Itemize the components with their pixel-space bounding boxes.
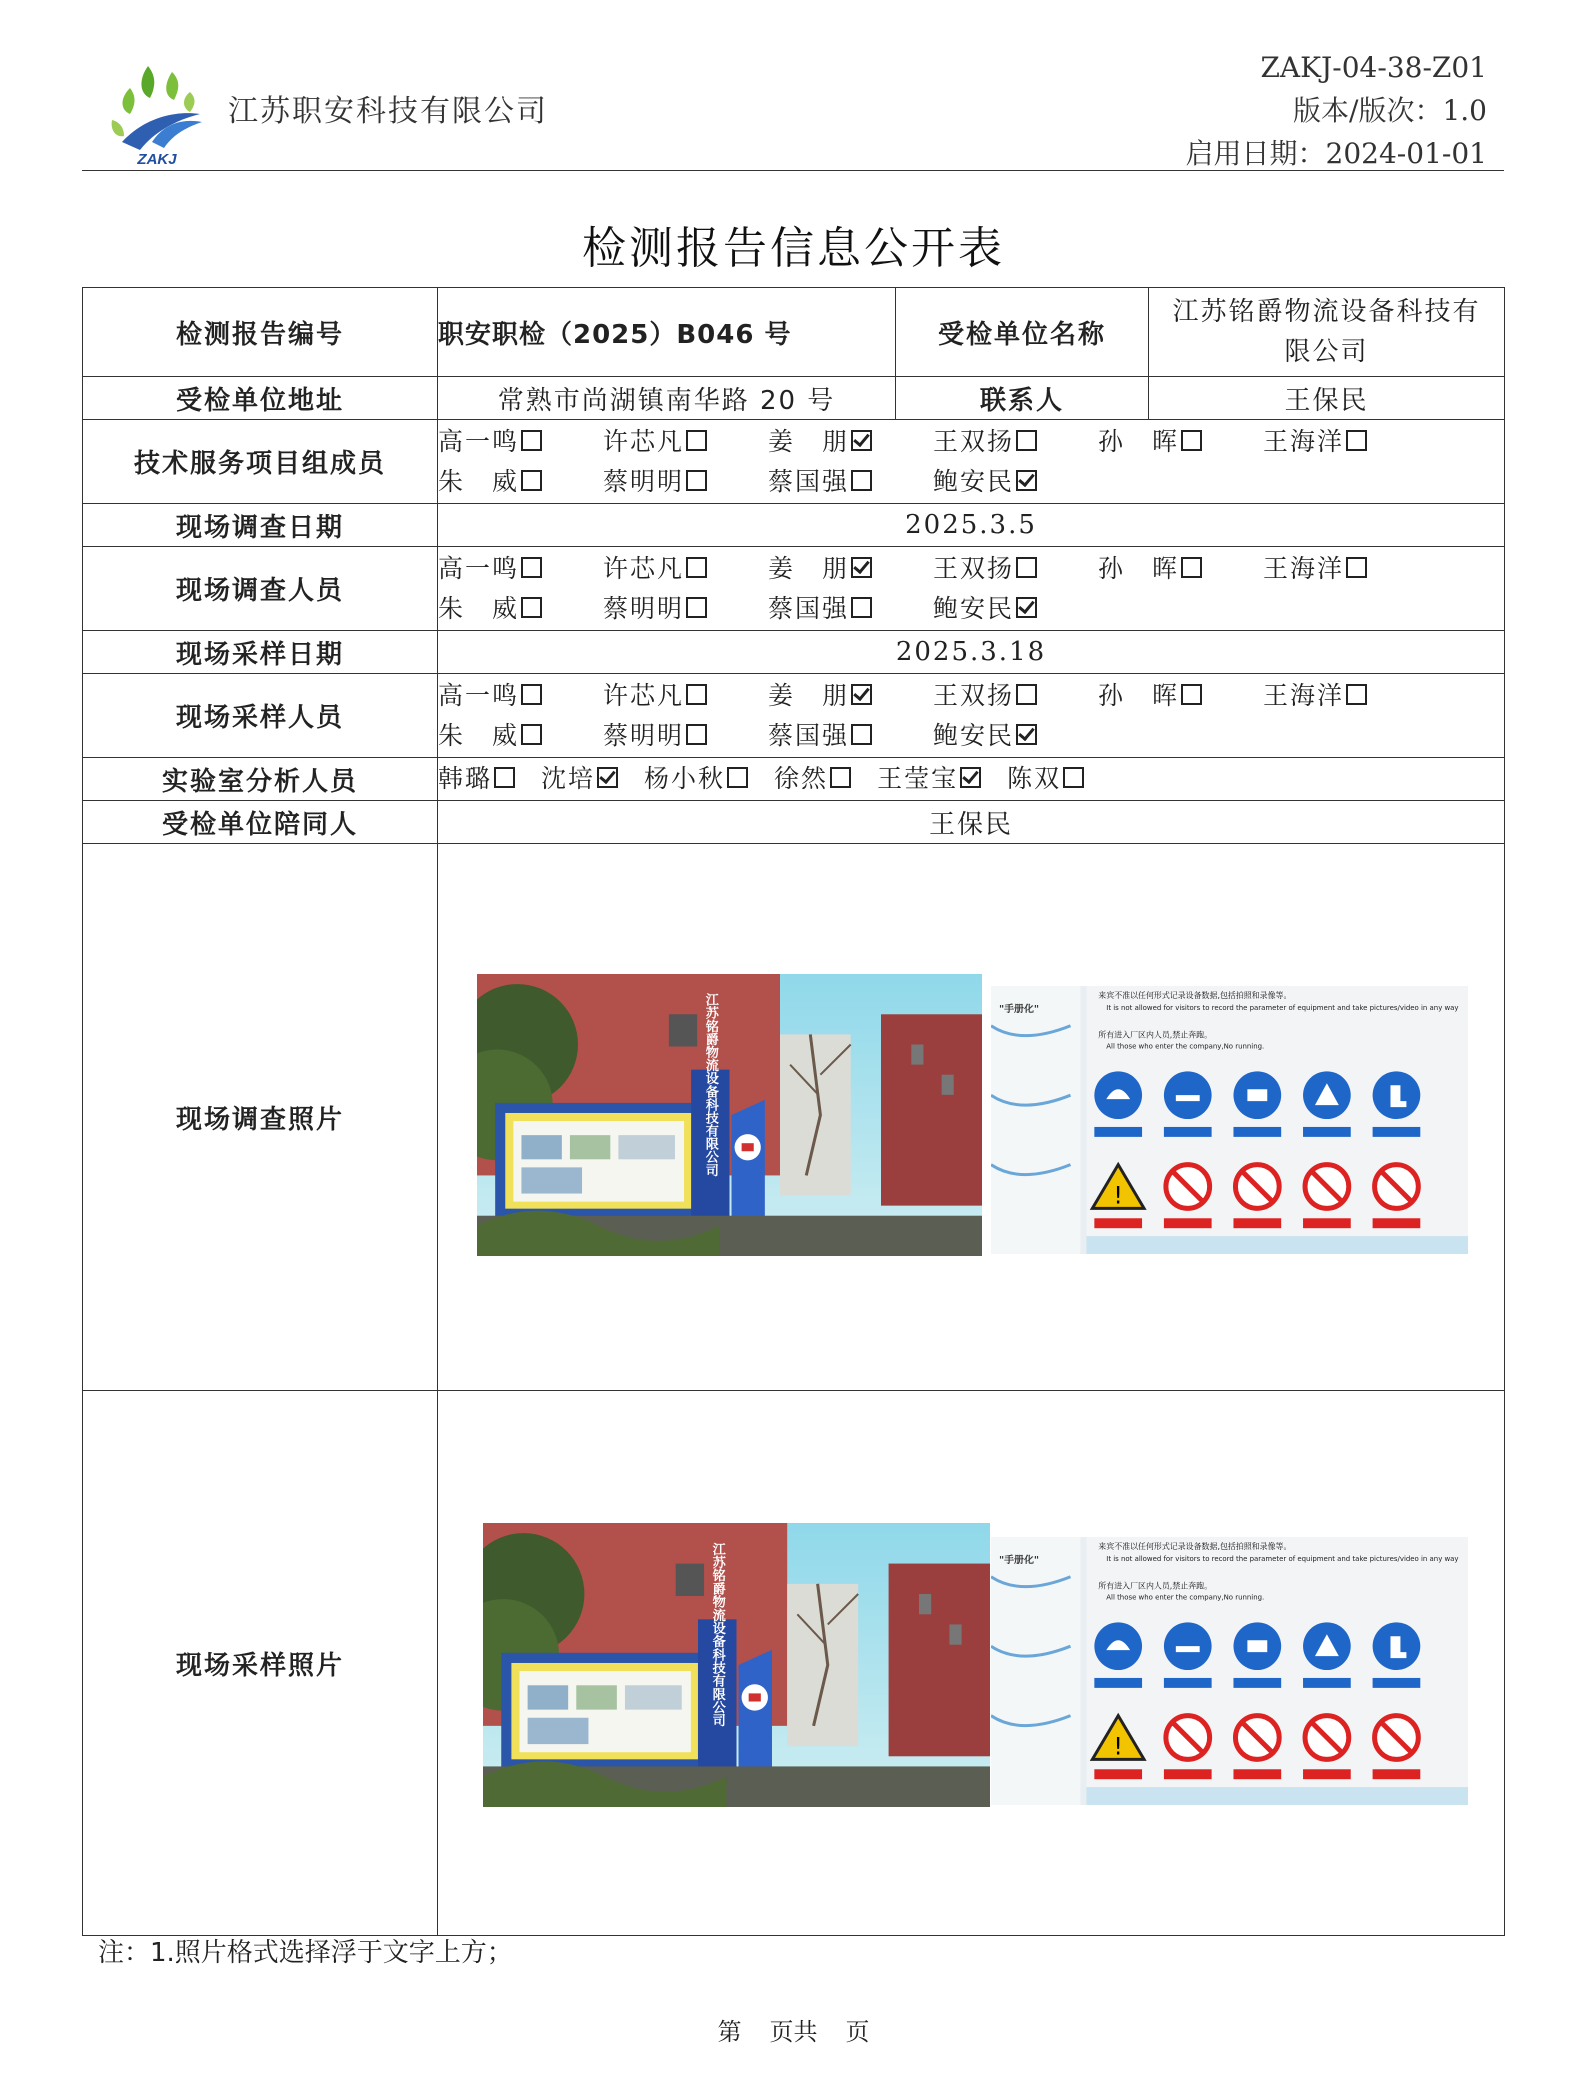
person-name: 鲍安民 [933, 720, 1015, 750]
person-entry [933, 462, 1098, 502]
table-row [83, 674, 1505, 758]
table-row [83, 288, 1505, 377]
header-divider [82, 170, 1504, 171]
sample-photo-label: 现场采样照片 [83, 1391, 438, 1936]
doc-code: ZAKJ-04-38-Z01 [1260, 51, 1487, 84]
person-entry [438, 676, 603, 716]
svg-text:It is not allowed for visitors: It is not allowed for visitors to record the parameter of equipment and take pictures/video in any way [1106, 1003, 1459, 1012]
person-name: 韩璐 [438, 764, 493, 793]
table-row [83, 1391, 1505, 1936]
checked-box-icon [597, 767, 618, 788]
unchecked-box-icon [686, 684, 707, 705]
lab-people [438, 759, 1504, 799]
page-total-end: 页 [845, 2018, 870, 2046]
checked-box-icon [960, 767, 981, 788]
person-name: 许芯凡 [603, 680, 685, 710]
person-name: 蔡国强 [768, 466, 850, 496]
person-entry [1263, 676, 1428, 716]
unchecked-box-icon [686, 470, 707, 491]
effective-date: 启用日期：2024-01-01 [1185, 137, 1487, 170]
table-row [83, 801, 1505, 844]
survey-date-label: 现场调查日期 [83, 504, 438, 547]
page-label: 第 [717, 2018, 742, 2046]
person-name: 姜 朋 [768, 553, 850, 583]
logo-text: ZAKJ [137, 151, 177, 168]
person-name: 王海洋 [1263, 680, 1345, 710]
document-info [1186, 46, 1487, 175]
survey-photo-cell [438, 844, 1505, 1391]
person-name: 高一鸣 [438, 553, 520, 583]
people-row [438, 716, 1504, 756]
person-entry [933, 716, 1098, 756]
person-name: 孙 晖 [1098, 553, 1180, 583]
person-entry [438, 759, 515, 799]
person-name: 高一鸣 [438, 426, 520, 456]
person-entry [541, 759, 618, 799]
checked-box-icon [1016, 470, 1037, 491]
footnote: 注：1.照片格式选择浮于文字上方； [98, 1938, 513, 1968]
survey-photo-safety-sign [991, 986, 1468, 1254]
person-entry [877, 759, 981, 799]
unchecked-box-icon [686, 430, 707, 451]
svg-text:江苏铭爵物流设备科技有限公司: 江苏铭爵物流设备科技有限公司 [702, 993, 718, 1177]
report-no-value: 职安职检（2025）B046 号 [438, 288, 896, 377]
person-entry [933, 549, 1098, 589]
person-entry [933, 422, 1098, 462]
unchecked-box-icon [1181, 430, 1202, 451]
unchecked-box-icon [521, 470, 542, 491]
person-entry [603, 676, 768, 716]
checked-box-icon [851, 684, 872, 705]
table-row [83, 844, 1505, 1391]
unchecked-box-icon [521, 684, 542, 705]
person-name: 沈培 [541, 764, 596, 793]
person-name: 朱 威 [438, 466, 520, 496]
contact-value: 王保民 [1149, 377, 1505, 420]
person-name: 陈双 [1007, 764, 1062, 793]
person-name: 许芯凡 [603, 426, 685, 456]
person-entry [1263, 422, 1428, 462]
checked-box-icon [1016, 597, 1037, 618]
unchecked-box-icon [494, 767, 515, 788]
sample-photo-cell [438, 1391, 1505, 1936]
svg-text:All those who enter the compan: All those who enter the company,No running. [1106, 1593, 1265, 1602]
table-row [83, 504, 1505, 547]
page-footer [0, 2012, 1587, 2047]
person-entry [774, 759, 851, 799]
person-entry [768, 549, 933, 589]
person-name: 徐然 [774, 764, 829, 793]
table-row [83, 547, 1505, 631]
person-entry [603, 589, 768, 629]
team-label: 技术服务项目组成员 [83, 420, 438, 504]
checked-box-icon [851, 430, 872, 451]
person-name: 姜 朋 [768, 680, 850, 710]
doc-version: 版本/版次：1.0 [1293, 94, 1487, 127]
svg-text:江苏铭爵物流设备科技有限公司: 江苏铭爵物流设备科技有限公司 [709, 1542, 725, 1727]
leaf-logo-icon [112, 66, 202, 150]
unchecked-box-icon [521, 597, 542, 618]
unchecked-box-icon [1181, 557, 1202, 578]
building-photo-image [477, 974, 982, 1256]
svg-text:"手册化": "手册化" [998, 1003, 1040, 1015]
unchecked-box-icon [686, 597, 707, 618]
person-entry [1098, 549, 1263, 589]
unchecked-box-icon [521, 557, 542, 578]
unit-name-value: 江苏铭爵物流设备科技有限公司 [1149, 288, 1505, 377]
sample-date-label: 现场采样日期 [83, 631, 438, 674]
unchecked-box-icon [521, 724, 542, 745]
sample-staff-list [438, 674, 1505, 758]
address-label: 受检单位地址 [83, 377, 438, 420]
person-entry [438, 422, 603, 462]
person-entry [603, 716, 768, 756]
unchecked-box-icon [1063, 767, 1084, 788]
person-name: 王海洋 [1263, 426, 1345, 456]
report-no-label: 检测报告编号 [83, 288, 438, 377]
table-row [83, 377, 1505, 420]
person-entry [603, 422, 768, 462]
person-name: 朱 威 [438, 720, 520, 750]
report-info-table [82, 287, 1505, 1936]
team-people [438, 422, 1504, 502]
people-row [438, 589, 1504, 629]
person-entry [933, 589, 1098, 629]
unchecked-box-icon [686, 557, 707, 578]
person-name: 王双扬 [933, 680, 1015, 710]
escort-value: 王保民 [438, 801, 1505, 844]
unchecked-box-icon [521, 430, 542, 451]
person-name: 鲍安民 [933, 466, 1015, 496]
unchecked-box-icon [851, 724, 872, 745]
page-total-label: 页共 [769, 2018, 818, 2046]
person-entry [603, 549, 768, 589]
building-photo-image [483, 1523, 990, 1807]
person-name: 王双扬 [933, 553, 1015, 583]
unchecked-box-icon [851, 597, 872, 618]
unchecked-box-icon [1346, 684, 1367, 705]
sample-photo-safety-sign [991, 1537, 1468, 1805]
person-name: 孙 晖 [1098, 680, 1180, 710]
unit-name-label: 受检单位名称 [896, 288, 1149, 377]
person-name: 许芯凡 [603, 553, 685, 583]
people-row [438, 422, 1504, 462]
sample-people [438, 676, 1504, 756]
person-name: 高一鸣 [438, 680, 520, 710]
person-entry [644, 759, 748, 799]
svg-text:来宾不准以任何形式记录设备数据,包括拍照和录像等。: 来宾不准以任何形式记录设备数据,包括拍照和录像等。 [1098, 990, 1292, 1000]
person-entry [768, 676, 933, 716]
company-name: 江苏职安科技有限公司 [228, 94, 548, 129]
person-entry [603, 462, 768, 502]
people-row [438, 549, 1504, 589]
svg-text:All those who enter the compan: All those who enter the company,No running. [1106, 1042, 1265, 1051]
checked-box-icon [851, 557, 872, 578]
person-entry [438, 716, 603, 756]
escort-label: 受检单位陪同人 [83, 801, 438, 844]
unchecked-box-icon [830, 767, 851, 788]
person-entry [1007, 759, 1084, 799]
svg-text:It is not allowed for visitors: It is not allowed for visitors to record the parameter of equipment and take pictures/video in any way [1106, 1554, 1459, 1563]
unchecked-box-icon [686, 724, 707, 745]
person-name: 王海洋 [1263, 553, 1345, 583]
unchecked-box-icon [1181, 684, 1202, 705]
table-row [83, 758, 1505, 801]
person-entry [768, 462, 933, 502]
sample-photo-building [483, 1523, 990, 1807]
survey-staff-label: 现场调查人员 [83, 547, 438, 631]
unchecked-box-icon [851, 470, 872, 491]
svg-text:"手册化": "手册化" [998, 1554, 1040, 1566]
svg-text:所有进入厂区内人员,禁止奔跑。: 所有进入厂区内人员,禁止奔跑。 [1098, 1030, 1213, 1040]
person-name: 蔡明明 [603, 593, 685, 623]
person-entry [438, 462, 603, 502]
address-value: 常熟市尚湖镇南华路 20 号 [438, 377, 896, 420]
page-title: 检测报告信息公开表 [582, 223, 1005, 274]
person-entry [1098, 422, 1263, 462]
lab-staff-list [438, 758, 1505, 801]
survey-photo-building [477, 974, 982, 1256]
unchecked-box-icon [1016, 684, 1037, 705]
person-entry [438, 589, 603, 629]
survey-photo-label: 现场调查照片 [83, 844, 438, 1391]
sample-date-value: 2025.3.18 [438, 631, 1505, 674]
survey-people [438, 549, 1504, 629]
people-row [438, 676, 1504, 716]
person-entry [1263, 549, 1428, 589]
company-logo [102, 58, 212, 168]
people-row [438, 462, 1504, 502]
svg-text:!: ! [1113, 1181, 1123, 1210]
person-name: 蔡国强 [768, 720, 850, 750]
person-entry [1098, 676, 1263, 716]
lab-staff-label: 实验室分析人员 [83, 758, 438, 801]
person-name: 王双扬 [933, 426, 1015, 456]
survey-staff-list [438, 547, 1505, 631]
person-name: 姜 朋 [768, 426, 850, 456]
person-name: 蔡国强 [768, 593, 850, 623]
person-name: 鲍安民 [933, 593, 1015, 623]
unchecked-box-icon [1016, 430, 1037, 451]
person-entry [438, 549, 603, 589]
svg-text:来宾不准以任何形式记录设备数据,包括拍照和录像等。: 来宾不准以任何形式记录设备数据,包括拍照和录像等。 [1098, 1541, 1292, 1551]
person-name: 蔡明明 [603, 720, 685, 750]
contact-label: 联系人 [896, 377, 1149, 420]
person-entry [768, 716, 933, 756]
unchecked-box-icon [1016, 557, 1037, 578]
team-list [438, 420, 1505, 504]
person-entry [768, 589, 933, 629]
unchecked-box-icon [1346, 557, 1367, 578]
person-entry [933, 676, 1098, 716]
table-row [83, 420, 1505, 504]
safety-sign-photo-image [991, 986, 1468, 1254]
person-entry [768, 422, 933, 462]
unchecked-box-icon [1346, 430, 1367, 451]
person-name: 王莹宝 [877, 764, 959, 793]
svg-text:所有进入厂区内人员,禁止奔跑。: 所有进入厂区内人员,禁止奔跑。 [1098, 1581, 1213, 1591]
people-row [438, 759, 1504, 799]
person-name: 孙 晖 [1098, 426, 1180, 456]
survey-date-value: 2025.3.5 [438, 504, 1505, 547]
person-name: 杨小秋 [644, 764, 726, 793]
svg-text:!: ! [1113, 1732, 1123, 1761]
table-row [83, 631, 1505, 674]
person-name: 蔡明明 [603, 466, 685, 496]
sample-staff-label: 现场采样人员 [83, 674, 438, 758]
person-name: 朱 威 [438, 593, 520, 623]
checked-box-icon [1016, 724, 1037, 745]
safety-sign-photo-image [991, 1537, 1468, 1805]
unchecked-box-icon [727, 767, 748, 788]
